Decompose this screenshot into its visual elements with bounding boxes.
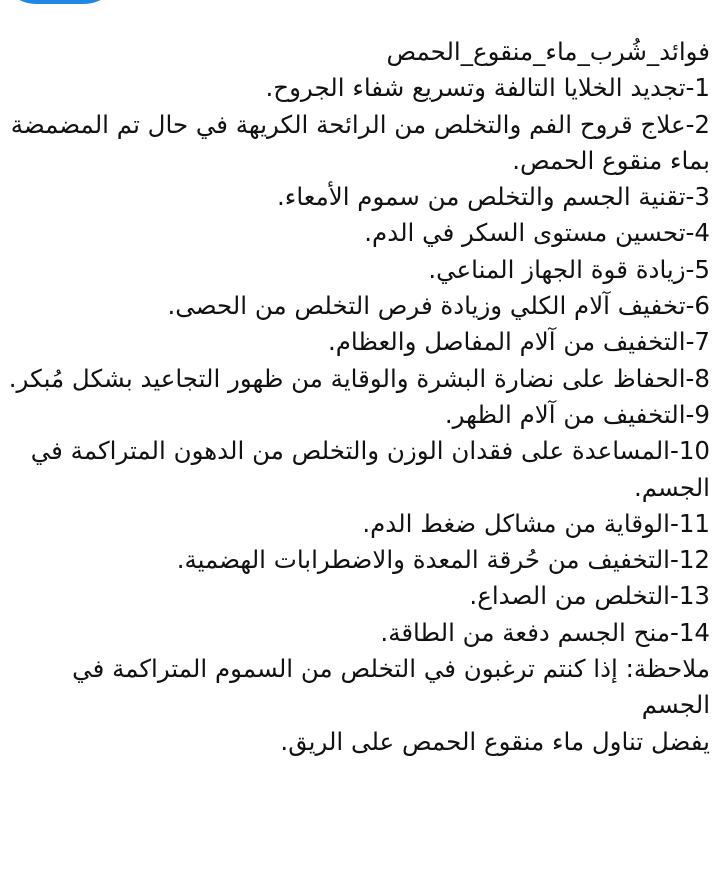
benefits-list xyxy=(8,70,710,651)
benefit-item: 10-المساعدة على فقدان الوزن والتخلص من الدهون المتراكمة في الجسم. xyxy=(30,436,710,502)
benefit-item: 6-تخفيف آلام الكلي وزيادة فرص التخلص من الحصى. xyxy=(167,291,710,321)
benefit-item: 2-علاج قروح الفم والتخلص من الرائحة الكريهة في حال تم المضمضة بماء منقوع الحمص. xyxy=(10,109,710,175)
recommendation-text: يفضل تناول ماء منقوع الحمص على الريق. xyxy=(280,726,710,756)
benefit-item: 9-التخفيف من آلام الظهر. xyxy=(444,399,710,429)
benefit-item: 7-التخفيف من آلام المفاصل والعظام. xyxy=(327,327,710,357)
benefit-item: 4-تحسين مستوى السكر في الدم. xyxy=(364,218,710,248)
benefit-item: 5-زيادة قوة الجهاز المناعي. xyxy=(428,254,710,284)
benefit-item: 11-الوقاية من مشاكل ضغط الدم. xyxy=(362,508,710,538)
benefit-item: 1-تجديد الخلايا التالفة وتسريع شفاء الجروح. xyxy=(265,73,710,103)
benefit-item: 13-التخلص من الصداع. xyxy=(469,581,710,611)
post-body xyxy=(8,34,710,760)
benefit-item: 14-منح الجسم دفعة من الطاقة. xyxy=(380,617,710,647)
benefit-item: 8-الحفاظ على نضارة البشرة والوقاية من ظهور التجاعيد بشكل مُبكر. xyxy=(8,363,710,393)
benefit-item: 12-التخفيف من حُرقة المعدة والاضطرابات الهضمية. xyxy=(176,545,710,575)
benefit-item: 3-تقنية الجسم والتخلص من سموم الأمعاء. xyxy=(277,182,710,212)
partial-circle-decoration xyxy=(0,0,120,4)
post-title: فوائد_شُرب_ماء_منقوع_الحمص xyxy=(386,37,710,66)
note-text: ملاحظة: إذا كنتم ترغبون في التخلص من السموم المتراكمة في الجسم xyxy=(72,654,710,720)
